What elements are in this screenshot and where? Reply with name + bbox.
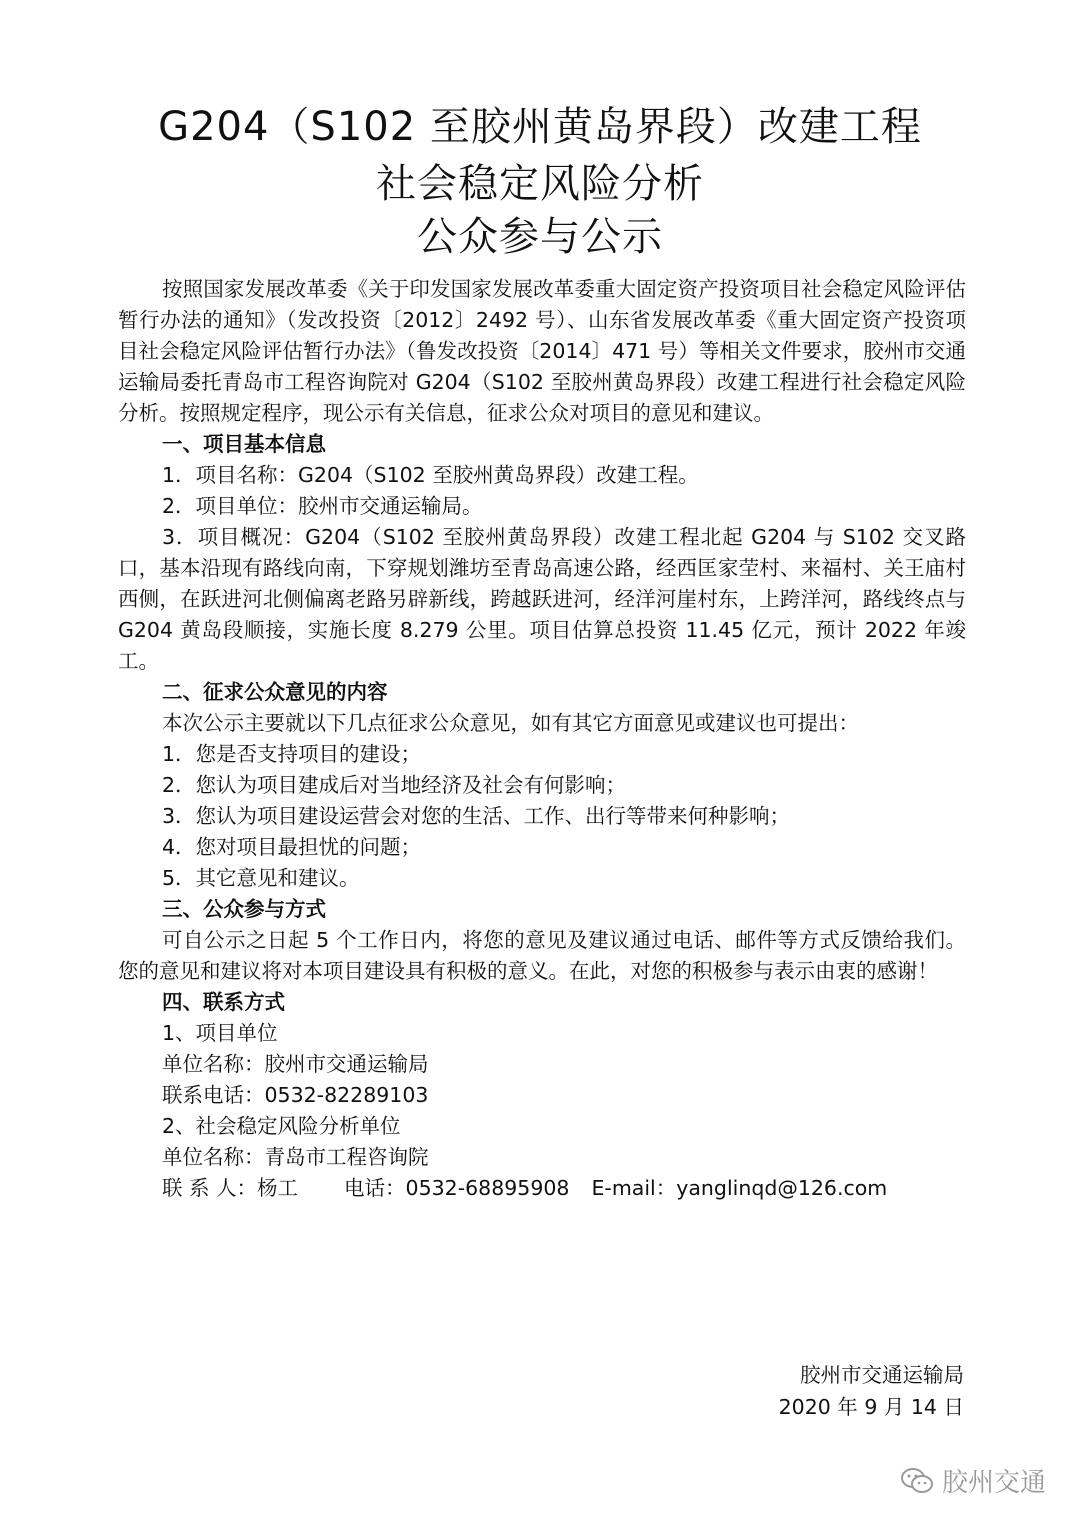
unit1-phone: 联系电话：0532-82289103 [162, 1083, 429, 1107]
section4-sub1: 1、项目单位 [162, 1021, 278, 1045]
intro-paragraph: 按照国家发展改革委《关于印发国家发展改革委重大固定资产投资项目社会稳定风险评估暂行办法的通知》（发改投资〔2012〕2492 号）、山东省发展改革委《重大固定资产投资项目社会稳定风险评估暂行办法》（鲁发改投资〔2014〕471 号）等相关文件要求，胶州市交通运输局委托青岛市工程咨询院对 G204（S102 至胶州黄岛界段）改建工程进行社会稳定风险分析。按照规定程序，现公示有关信息，征求公众对项目的意见和建议。 [118, 277, 966, 425]
document-body [118, 274, 966, 1204]
section2-question3: 3．您认为项目建设运营会对您的生活、工作、出行等带来何种影响； [162, 804, 791, 828]
section1-item2: 2．项目单位：胶州市交通运输局。 [162, 494, 483, 518]
document-title-line1: G204（S102 至胶州黄岛界段）改建工程 [158, 104, 922, 150]
section1-item1: 1．项目名称：G204（S102 至胶州黄岛界段）改建工程。 [162, 463, 699, 487]
section2-question2: 2．您认为项目建成后对当地经济及社会有何影响； [162, 773, 627, 797]
contact-row [118, 1173, 966, 1204]
section3-text: 可自公示之日起 5 个工作日内，将您的意见及建议通过电话、邮件等方式反馈给我们。您的意见和建议将对本项目建设具有积极的意义。在此，对您的积极参与表示由衷的感谢！ [118, 928, 966, 983]
section4-heading: 四、联系方式 [162, 990, 285, 1014]
section3-heading: 三、公众参与方式 [162, 897, 326, 921]
section2-lead: 本次公示主要就以下几点征求公众意见，如有其它方面意见或建议也可提出： [162, 711, 859, 735]
wechat-icon [900, 1466, 934, 1496]
section1-item3: 3．项目概况：G204（S102 至胶州黄岛界段）改建工程北起 G204 与 S102 交叉路口，基本沿现有路线向南，下穿规划潍坊至青岛高速公路，经西匡家茔村、来福村、关王庙村西侧，在跃进河北侧偏离老路另辟新线，跨越跃进河，经洋河崖村东，上跨洋河，路线终点与 G204 黄岛段顺接，实施长度 8.279 公里。项目估算总投资 11.45 亿元，预计 2022 年竣工。 [118, 525, 966, 673]
signature-date: 2020 年 9 月 14 日 [778, 1395, 964, 1419]
section1-heading: 一、项目基本信息 [162, 432, 326, 456]
unit1-name: 单位名称：胶州市交通运输局 [162, 1052, 429, 1076]
contact-person: 联 系 人：杨工 [162, 1176, 299, 1200]
signature-org: 胶州市交通运输局 [800, 1363, 964, 1387]
unit2-name: 单位名称：青岛市工程咨询院 [162, 1145, 429, 1169]
section2-question5: 5．其它意见和建议。 [162, 866, 360, 890]
section2-heading: 二、征求公众意见的内容 [162, 680, 388, 704]
watermark [900, 1462, 1046, 1499]
document-title-line2: 社会稳定风险分析 [376, 161, 704, 207]
contact-phone: 电话：0532-68895908 [344, 1176, 570, 1200]
watermark-text: 胶州交通 [941, 1468, 1046, 1498]
section2-question4: 4．您对项目最担忧的问题； [162, 835, 422, 859]
section4-sub2: 2、社会稳定风险分析单位 [162, 1114, 401, 1138]
section2-question1: 1．您是否支持项目的建设； [162, 742, 422, 766]
contact-email: E-mail：yanglinqd@126.com [591, 1176, 888, 1200]
document-title-line3: 公众参与公示 [417, 214, 663, 260]
